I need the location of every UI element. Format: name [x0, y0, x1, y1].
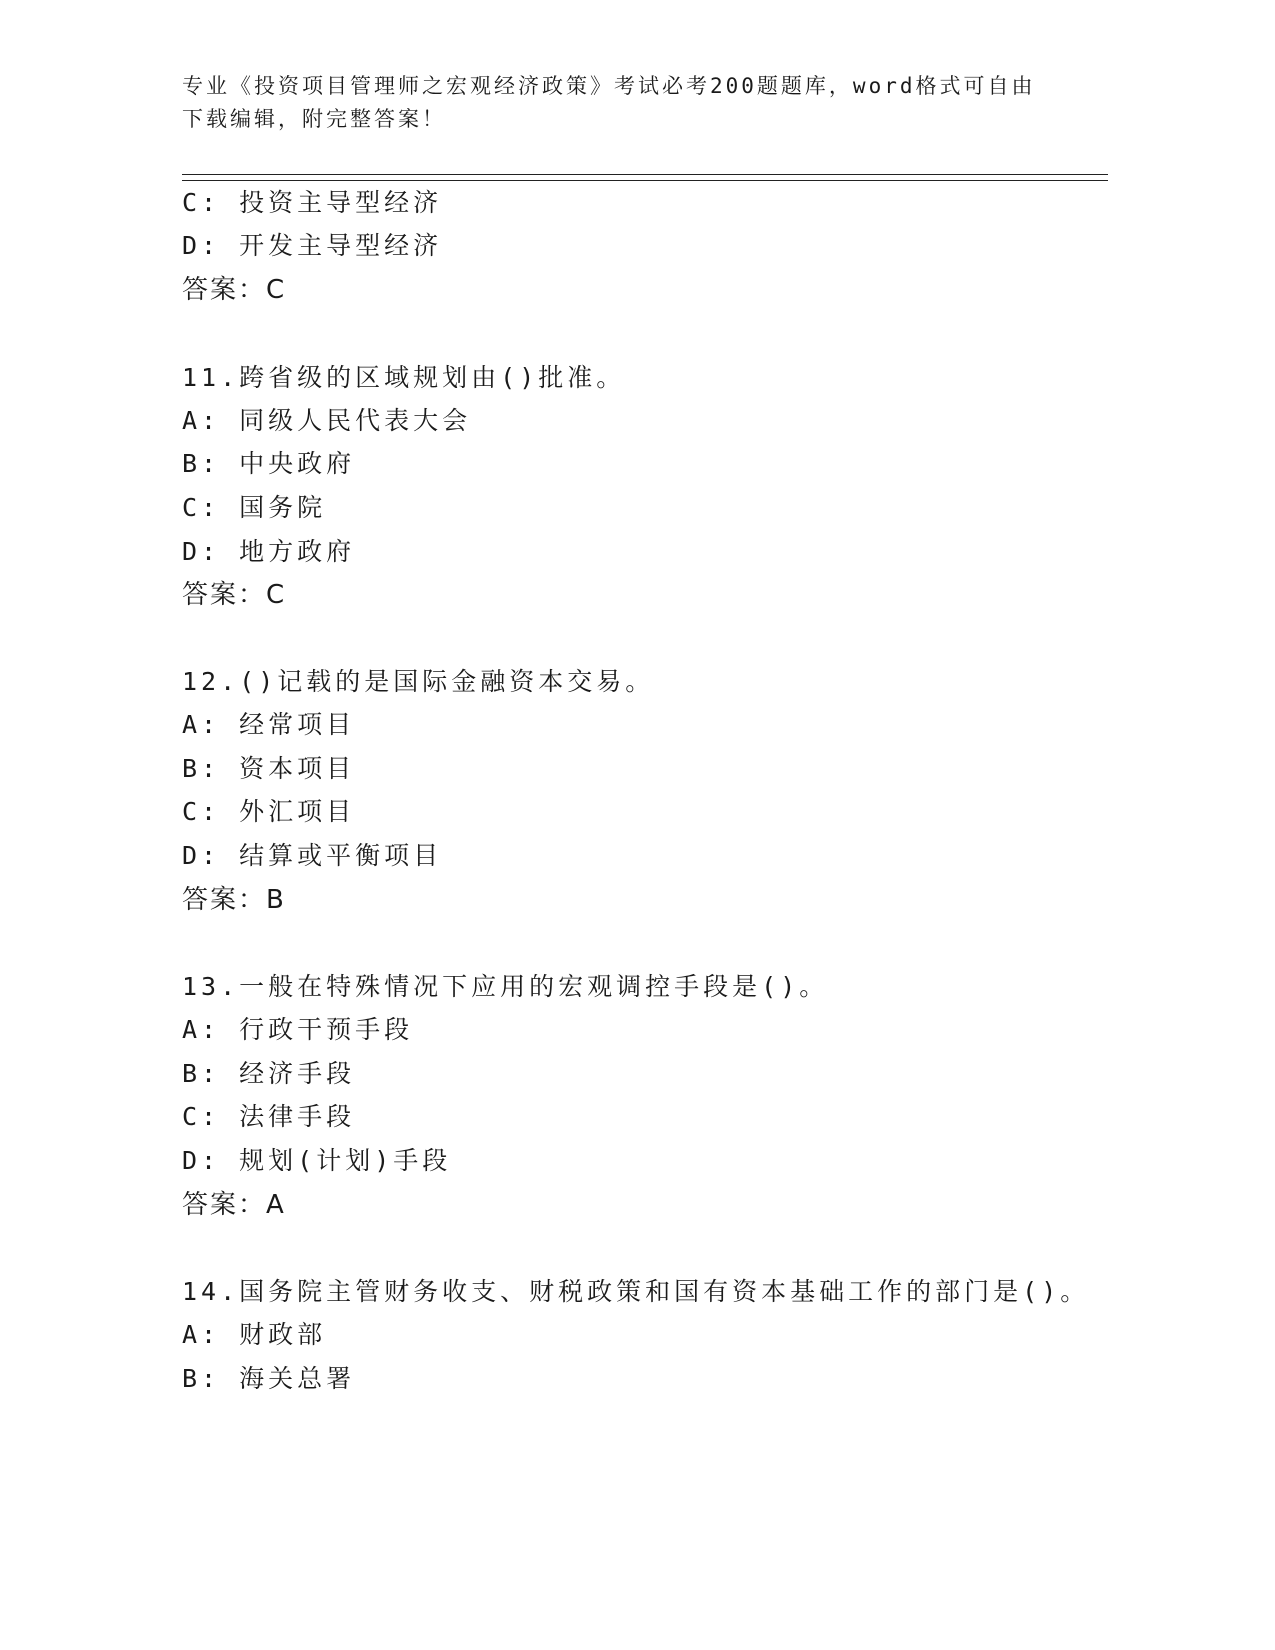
- q12-answer: 答案：B: [182, 885, 286, 915]
- header-line-1: 专业《投资项目管理师之宏观经济政策》考试必考200题题库，word格式可自由: [182, 74, 1036, 98]
- header-divider-bottom: [182, 180, 1108, 181]
- q13-question: 13.一般在特殊情况下应用的宏观调控手段是()。: [182, 972, 829, 1001]
- q12-option-c: C: 外汇项目: [182, 797, 356, 826]
- q13-answer: 答案：A: [182, 1190, 286, 1220]
- q12-option-b: B: 资本项目: [182, 754, 356, 783]
- q11-option-a: A: 同级人民代表大会: [182, 406, 472, 435]
- q11-answer: 答案：C: [182, 580, 287, 610]
- q12-question: 12.()记载的是国际金融资本交易。: [182, 667, 655, 696]
- q10-option-d: D: 开发主导型经济: [182, 231, 443, 260]
- q14-option-a: A: 财政部: [182, 1320, 327, 1349]
- q14-question: 14.国务院主管财务收支、财税政策和国有资本基础工作的部门是()。: [182, 1277, 1090, 1306]
- q11-option-b: B: 中央政府: [182, 449, 356, 478]
- q11-option-d: D: 地方政府: [182, 537, 356, 566]
- header-divider-top: [182, 174, 1108, 175]
- q10-answer: 答案：C: [182, 275, 287, 305]
- q11-question: 11.跨省级的区域规划由()批准。: [182, 363, 626, 392]
- q12-option-d: D: 结算或平衡项目: [182, 841, 443, 870]
- header-line-2: 下载编辑，附完整答案！: [182, 107, 446, 131]
- document-header: [182, 70, 1082, 136]
- q13-option-c: C: 法律手段: [182, 1102, 356, 1131]
- q13-option-b: B: 经济手段: [182, 1059, 356, 1088]
- q14-option-b: B: 海关总署: [182, 1364, 356, 1393]
- q13-option-a: A: 行政干预手段: [182, 1015, 414, 1044]
- q13-option-d: D: 规划(计划)手段: [182, 1146, 452, 1175]
- q11-option-c: C: 国务院: [182, 493, 327, 522]
- q12-option-a: A: 经常项目: [182, 710, 356, 739]
- q10-option-c: C: 投资主导型经济: [182, 188, 443, 217]
